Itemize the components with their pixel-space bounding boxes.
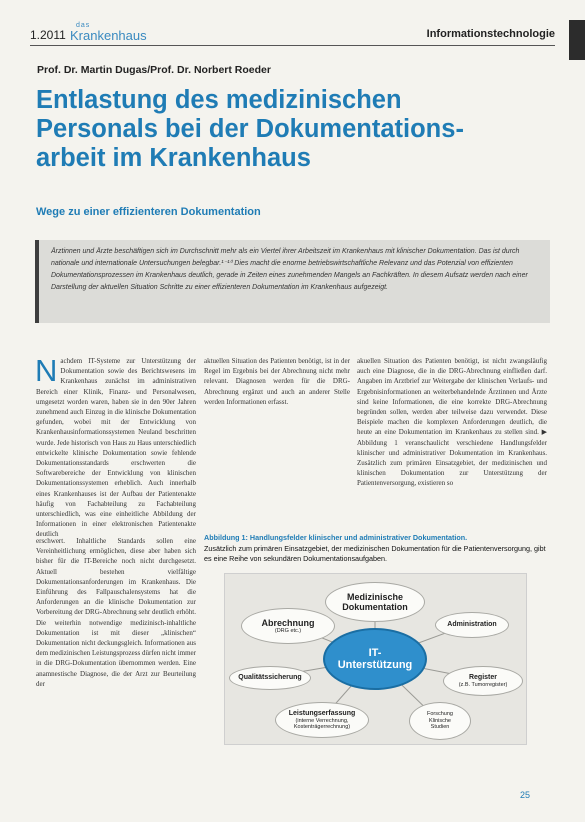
body-text-left-bottom: erschwert. Inhaltliche Standards sollen eine Vereinheitlichung ermöglichen, diese aber haben sich bisher für die IT-Bereiche noch nicht durchgesetzt. Aktuell bestehen vielfältige Dokumentationsanforderungen im Krankenhaus. Die Einführung des Fallpauschalensystems hat die Anforderungen an die klinische Dokumentation zur Vorbereitung der DRG-Abrechnung sehr deutlich erhöht. Die weiterhin notwendige medizinisch-inhaltliche Dokumentation ist mit dieser „klinischen“ Dokumentation nicht deckungsgleich. Informationen aus dem medizinischen Leistungsprozess dürfen nicht immer in die DRG-Dokumentation übernommen werden. Eine anamnestische Diagnose, die der Arzt zur Beurteilung der [36, 537, 196, 688]
body-column-left-bottom [36, 536, 196, 689]
header-rule [30, 45, 555, 46]
node-it-support: IT- Unterstützung [323, 628, 427, 690]
body-column-left-top [35, 353, 196, 540]
body-column-right-top [357, 356, 547, 489]
magazine-logo [70, 22, 147, 42]
node-research: Forschung Klinische Studien [409, 702, 471, 740]
article-authors: Prof. Dr. Martin Dugas/Prof. Dr. Norbert Roeder [37, 64, 271, 76]
body-text-left-top: achdem IT-Systeme zur Unterstützung der Dokumentation sowie des Berichtswesens im Krankenhaus zunächst im administrativen Bereich einer Klinik, Finanz- und Personalwesen, umgesetzt worden waren, haben sie in den 90er Jahren zunehmend auch Einzug in die klinische Dokumentation gefunden, wobei mit der Entwicklung von Krankenhausinformationssystemen Neuland beschritten wurde. Jede historisch von Haus zu Haus unterschiedlich entwickelte klinische Dokumentation sowie fehlende Dokumentationsstandards erschwerten die Softwarebereiche der Entwicklung von klinischen Dokumentationssystemen erheblich. Auch innerhalb eines Krankenhauses ist der Aufbau der Patientenakte häufig von Fachabteilung zu Fachabteilung unterschiedlich, was eine einheitliche Abbildung der Informationen in einer elektronischen Patientenakte deutlich [36, 357, 196, 539]
logo-big-text: Krankenhaus [70, 28, 147, 43]
logo-small-text: das [76, 22, 91, 29]
node-medical-documentation: Medizinische Dokumentation [325, 582, 425, 622]
figure-caption-text: Zusätzlich zum primären Einsatzgebiet, der medizinischen Dokumentation für die Patientenversorgung, gibt es eine Reihe von sekundären Dokumentationsaufgaben. [204, 543, 546, 563]
node-administration: Administration [435, 612, 509, 638]
body-text-right-top: akuellen Situation des Patienten benötigt, ist nicht zwangsläufig auch eine Diagnose, die in die DRG-Abrechnung einfließen darf. Angaben im Arztbrief zur Weitergabe der klinischen Verlaufs- und Ergebnisinformationen an weiterbehandelnde Ärztinnen und Ärzte sind keine Informationen, die eine korrekte DRG-Abrechnung begründen sollen, werden aber teilweise dazu verwendet. Diese Beispiele machen die komplexen Anforderungen deutlich, die heute an eine Dokumentation im Krankenhaus zu stellen sind. ▶ Abbildung 1 veranschaulicht verschiedene Handlungsfelder klinischer und administrativer Dokumentation im Krankenhaus. Zusätzlich zum primären Einsatzgebiet, der medizinischen und klinischen Dokumentation zur Unterstützung der Patientenversorgung, existieren so [357, 357, 547, 488]
title-line-2: Personals bei der Dokumentations- [36, 115, 464, 143]
node-billing: Abrechnung (DRG etc.) [241, 608, 335, 644]
running-header [30, 22, 555, 46]
body-column-middle-top [204, 356, 350, 407]
figure-caption [204, 533, 549, 565]
article-title [36, 86, 536, 173]
side-tab-marker [569, 20, 585, 60]
abstract-box [35, 240, 550, 323]
figure-diagram [224, 573, 527, 745]
body-text-middle-top: aktuellen Situation des Patienten benötigt, ist in der Regel im Ergebnis bei der Abrechnung nicht mehr relevant. Diagnosen werden für die DRG-Abrechnung ergänzt und auch an anderer Stelle werden Informationen erfasst. [204, 357, 350, 406]
title-line-3: arbeit im Krankenhaus [36, 144, 311, 172]
page-number: 25 [520, 790, 531, 800]
node-service-recording: Leistungserfassung (interne Verrechnung, Kostenträgerrechnung) [275, 702, 369, 738]
node-quality-assurance: Qualitätssicherung [229, 666, 311, 690]
issue-number: 1.2011 [30, 28, 66, 42]
figure-caption-label: Abbildung 1: Handlungsfelder klinischer und administrativer Dokumentation. [204, 533, 468, 542]
article-subtitle: Wege zu einer effizienteren Dokumentation [36, 206, 261, 218]
abstract-text: Ärztinnen und Ärzte beschäftigen sich im Durchschnitt mehr als ein Viertel ihrer Arbeitszeit im Krankenhaus mit klinischer Dokumentation. Das ist durch nationale und internationale Untersuchungen belegbar.¹⁻¹⁰ Dies macht die enorme betriebswirtschaftliche Relevanz und das Potenzial von effizienten Dokumentationsprozessen im Krankenhaus deutlich, gerade in Zeiten eines zunehmenden Mangels an Fachkräften. In diesem Aufsatz werden nach einer Darstellung der aktuellen Situation Schritte zu einer effizienteren Dokumentation im Krankenhaus aufgezeigt. [51, 248, 528, 291]
section-title: Informationstechnologie [426, 28, 555, 40]
dropcap-letter: N [35, 353, 58, 388]
node-registry: Register (z.B. Tumorregister) [443, 666, 523, 696]
figure-1 [204, 533, 549, 745]
title-line-1: Entlastung des medizinischen [36, 86, 402, 114]
